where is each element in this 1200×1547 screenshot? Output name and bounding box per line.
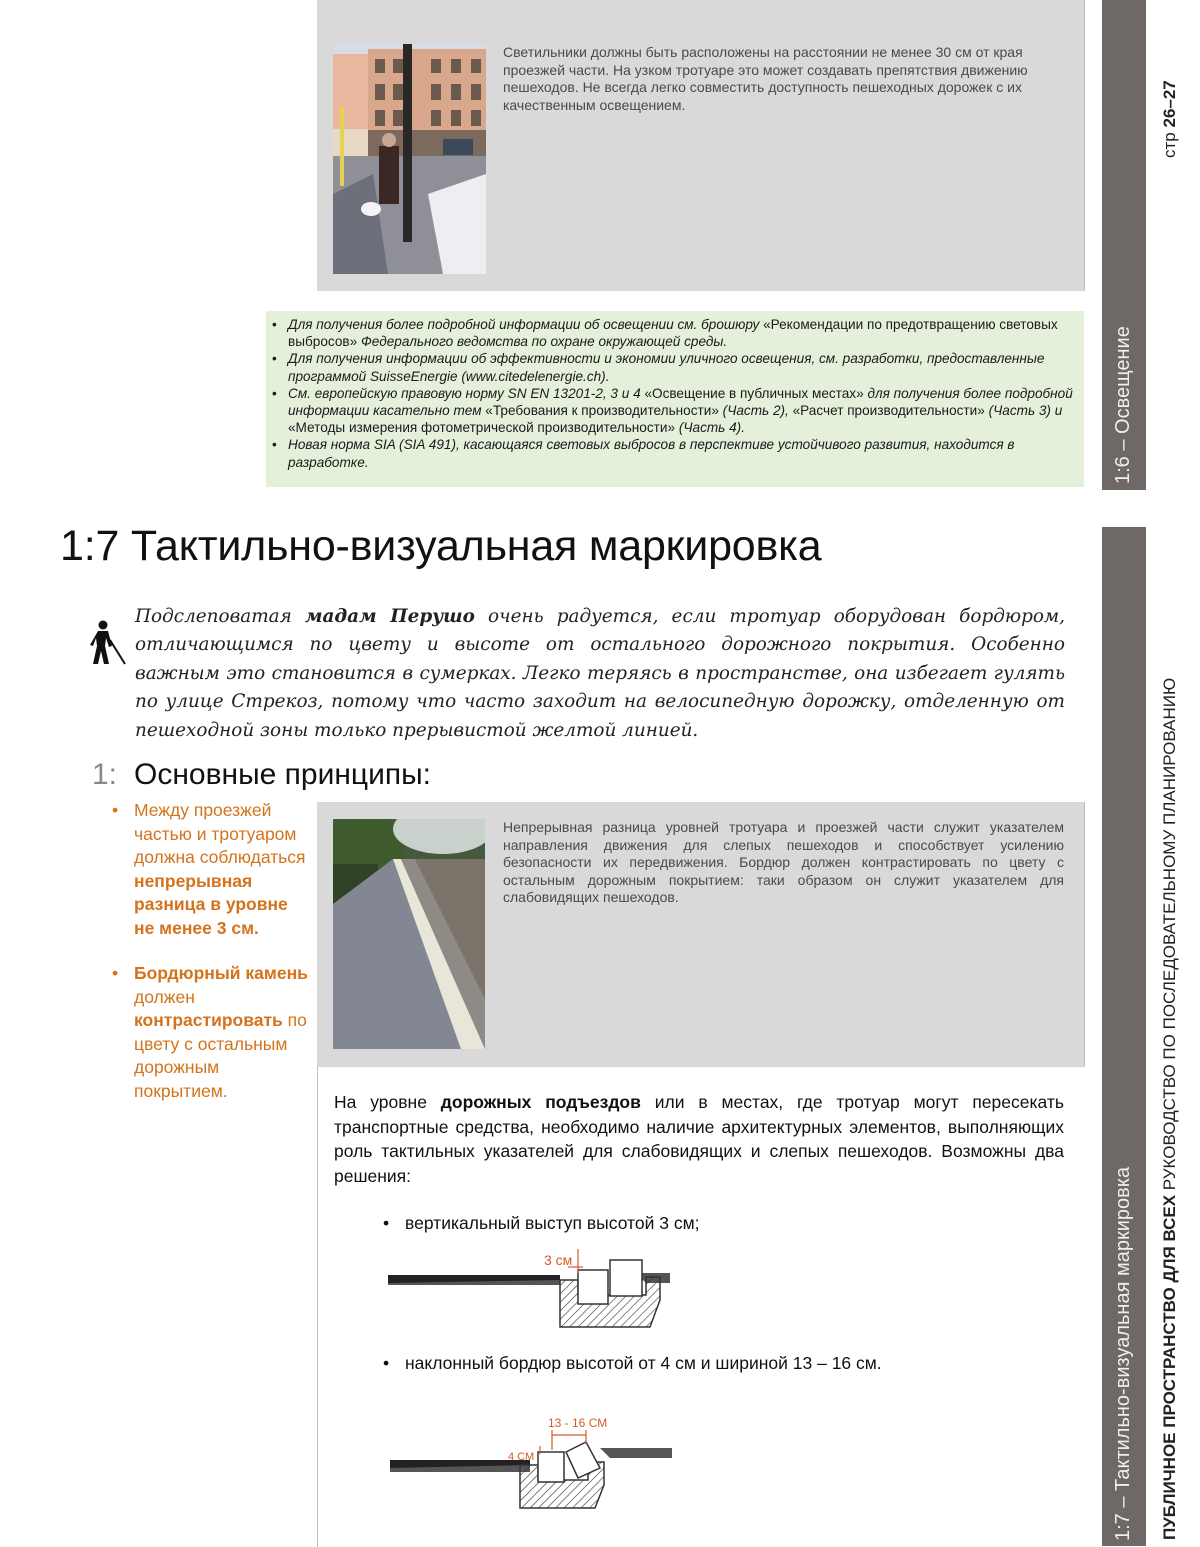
sidewalk-curb-photo-drawing	[333, 819, 485, 1049]
guide-title-bold: ПУБЛИЧНОЕ ПРОСТРАНСТВО ДЛЯ ВСЕХ	[1160, 1194, 1179, 1540]
reference-item: • Новая норма SIA (SIA 491), касающаяся световых выбросов в перспективе устойчивого развития, находится в разработке.	[288, 436, 1074, 470]
page-reference	[1160, 80, 1180, 158]
sidewalk-curb-photo	[333, 819, 485, 1049]
guide-title	[1160, 678, 1180, 1540]
curb-caption: Непрерывная разница уровней тротуара и проезжей части служит указателем направления движения для слепых пешеходов и способствует усилению безопасности их передвижения. Бордюр должен контрастировать по цвету с остальным дорожным покрытием: таки образом он служит указателем для слабовидящих пешеходов.	[503, 819, 1064, 905]
street-lamp-photo	[333, 44, 486, 274]
street-lamp-photo-drawing	[333, 44, 486, 274]
sloped-curb-width-label: 13 - 16 СМ	[548, 1416, 608, 1430]
guide-title-rest: РУКОВОДСТВО ПО ПОСЛЕДОВАТЕЛЬНОМУ ПЛАНИРОВАНИЮ	[1160, 677, 1179, 1191]
references-box	[266, 311, 1084, 487]
reference-item: • См. европейскую правовую норму SN EN 13201-2, 3 и 4 «Освещение в публичных местах» для получения более подробной информации касательно тем «Требования к производительности» (Часть 2), «Расчет производительности» (Часть 3) и «Методы измерения фотометрической производительности» (Часть 4).	[288, 385, 1074, 437]
sidebar-tab-lighting-label: 1:6 – Освещение	[1112, 326, 1134, 484]
principle-item: • Между проезжей частью и тротуаром должна соблюдаться непрерывная разница в уровне не менее 3 см.	[112, 799, 312, 940]
reference-item: • Для получения более подробной информации об освещении см. брошюру «Рекомендации по предотвращению световых выбросов» Федерального ведомства по охране окружающей среды.	[288, 316, 1074, 350]
driveway-text: На уровне дорожных подъездов или в местах, где тротуар могут пересекать транспортные средства, необходимо наличие архитектурных элементов, выполняющих роль тактильных указателей для слабовидящих и слепых пешеходов. Возможны два решения:	[334, 1092, 1064, 1186]
vertical-step-dimension: 3 см	[544, 1252, 573, 1268]
story-paragraph: Подслеповатая мадам Перушо очень радуется, если тротуар оборудован бордюром, отличающимся по цвету и высоте от остального дорожного покрытия. Особенно важным это становится в сумерках. Легко теряясь в пространстве, она избегает гулять по улице Стрекоз, потому что часто заходит на велосипедную дорожку, отделенную от пешеходной зоны только прерывистой желтой линией.	[135, 606, 1066, 741]
section-title: 1:7 Тактильно-визуальная маркировка	[60, 522, 822, 570]
sloped-curb-height-label: 4 СМ	[508, 1451, 535, 1463]
sidebar-tab-marking[interactable]	[1102, 527, 1146, 1546]
driveway-option: • вертикальный выступ высотой 3 см;	[383, 1213, 700, 1233]
page-prefix: стр	[1160, 132, 1179, 158]
story-character-name: мадам Перушо	[304, 606, 475, 627]
reference-item: • Для получения информации об эффективности и экономии уличного освещения, см. разработки, предоставленные программой SuisseEnergie (www.citedelenergie.ch).	[288, 350, 1074, 384]
page-numbers: 26–27	[1160, 80, 1179, 128]
vertical-step-diagram	[388, 1245, 670, 1330]
sidebar-tab-marking-label: 1:7 – Тактильно-визуальная маркировка	[1112, 1166, 1134, 1541]
sloped-curb-diagram	[390, 1410, 672, 1510]
sidebar-tab-lighting[interactable]	[1102, 0, 1146, 490]
lighting-caption: Светильники должны быть расположены на расстоянии не менее 30 см от края проезжей части. На узком тротуаре это может создавать препятствия движению пешеходов. Не всегда легко совместить доступность пешеходных дорожек с их качественным освещением.	[503, 44, 1028, 113]
subsection-number: 1:	[92, 758, 118, 791]
driveway-option: • наклонный бордюр высотой от 4 см и шириной 13 – 16 см.	[383, 1353, 882, 1373]
principles-list	[112, 799, 312, 1125]
visually-impaired-pedestrian-icon	[88, 620, 128, 665]
subsection-title: Основные принципы:	[134, 758, 432, 791]
principle-item: • Бордюрный камень должен контрастировать по цвету с остальным дорожным покрытием.	[112, 962, 312, 1103]
